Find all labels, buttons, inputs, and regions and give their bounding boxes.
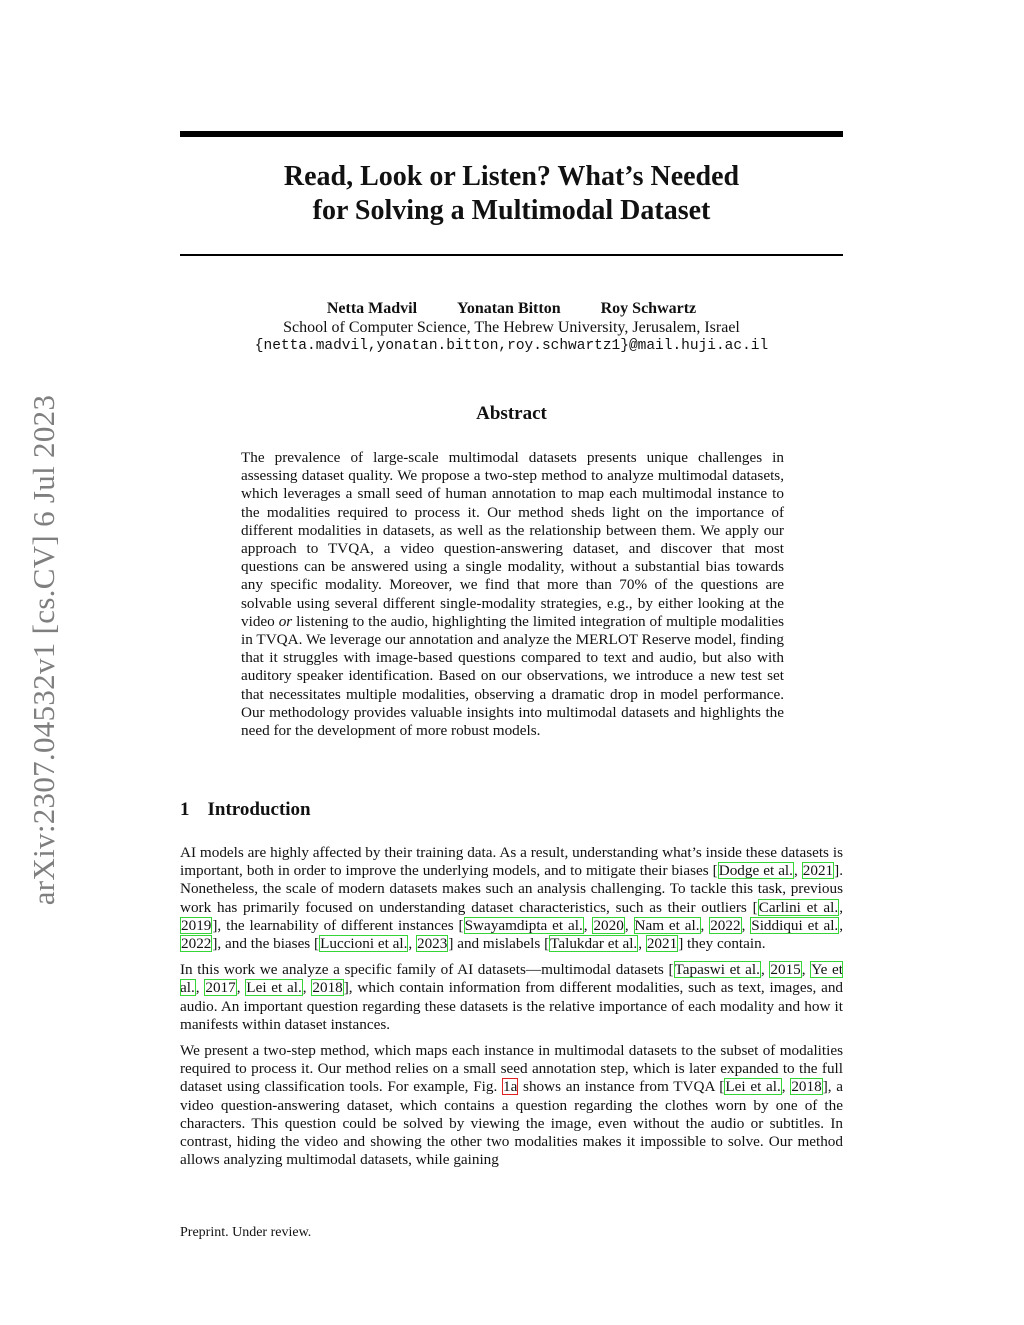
paragraph-text: We present a two-step method, which maps each instance in multimodal datasets to the subset of modalities required to process it. Our method relies on a small seed annotation step, which is later expanded to the full dataset using classification tools. For example, Fig. xyxy=(180,1042,843,1096)
citation-link[interactable]: Lei et al. xyxy=(246,979,302,997)
citation-year-link[interactable]: 2021 xyxy=(646,935,678,953)
citation-link[interactable]: Luccioni et al. xyxy=(320,935,408,953)
citation-link[interactable]: Nam et al. xyxy=(634,916,700,934)
paragraph-text: ] and mislabels [ xyxy=(448,935,550,953)
introduction-body xyxy=(180,844,843,1177)
abstract-text xyxy=(241,449,784,740)
paragraph-text: In this work we analyze a specific family of AI datasets—multimodal datasets [ xyxy=(180,961,674,979)
abstract-text-part: listening to the audio, highlighting the limited integration of multiple modalities in TVQA. We leverage our annotation and analyze the MERLOT Reserve model, finding that it struggles with image-based questions compared to text and audio, but also with auditory speaker identification. Based on our observations, we introduce a new test set that necessitates multiple modalities, observing a dramatic drop in model performance. Our methodology provides valuable insights into multimodal datasets and highlights the need for the development of more robust models. xyxy=(241,612,784,740)
citation-link[interactable]: Ye et al. xyxy=(180,961,844,997)
citation-link[interactable]: Tapaswi et al. xyxy=(674,961,760,979)
author-name: Yonatan Bitton xyxy=(457,300,561,317)
citation-year-link[interactable]: 2020 xyxy=(593,916,624,934)
citation-year-link[interactable]: 2015 xyxy=(770,961,801,979)
abstract-text-part: The prevalence of large-scale multimodal datasets presents unique challenges in assessing dataset quality. We propose a two-step method to analyze multimodal datasets, which leverages a small seed of human annotation to map each multimodal instance to the modalities required to process it. Our method sheds light on the importance of different modalities in datasets, as well as the relationship between them. We apply our approach to TVQA, a video question-answering dataset, and discover that most questions can be answered using a single modality, without a substantial bias towards any specific modality. Moreover, we find that more than 70% of the questions are solvable using several different single-modality strategies, e.g., by either looking at the video xyxy=(241,449,784,630)
author-name: Netta Madvil xyxy=(326,300,418,317)
paragraph-text: ]. Nonetheless, the scale of modern datasets makes such an analysis challenging. To tackle this task, previous work has primarily focused on understanding dataset characteristics, such as their outliers [ xyxy=(180,862,843,916)
title-line-2: for Solving a Multimodal Dataset xyxy=(312,195,711,226)
section-heading-introduction xyxy=(180,799,311,821)
abstract-heading: Abstract xyxy=(476,403,547,424)
section-title: Introduction xyxy=(207,799,311,820)
citation-year-link[interactable]: 2017 xyxy=(205,979,236,997)
citation-year-link[interactable]: 2018 xyxy=(791,1078,822,1096)
citation-link[interactable]: Swayamdipta et al. xyxy=(464,916,583,934)
paragraph-text: shows an instance from TVQA [ xyxy=(518,1078,725,1096)
paragraph-text: ], the learnability of different instances [ xyxy=(212,916,464,934)
footer-note: Preprint. Under review. xyxy=(180,1225,312,1240)
paragraph-text: ], and the biases [ xyxy=(212,935,320,953)
citation-link[interactable]: Siddiqui et al. xyxy=(751,916,839,934)
paragraph-text: ], which contain information from different modalities, such as text, images, and audio. An important question regarding these datasets is the relative importance of each modality and how it manifests within dataset instances. xyxy=(180,979,844,1033)
arxiv-identifier: arXiv:2307.04532v1 [cs.CV] 6 Jul 2023 xyxy=(26,394,61,906)
citation-year-link[interactable]: 2019 xyxy=(181,916,212,934)
citation-link[interactable]: Dodge et al. xyxy=(718,862,793,880)
figure-reference-link[interactable]: 1a xyxy=(502,1078,518,1096)
citation-year-link[interactable]: 2018 xyxy=(312,979,343,997)
citation-year-link[interactable]: 2022 xyxy=(710,916,741,934)
paragraph-3: We present a two-step method, which maps each instance in multimodal datasets to the subset of modalities required to process it. Our method relies on a small seed annotation step, which is later expanded to the full dataset using classification tools. For example, Fig. 1a shows an instance from TVQA [Lei et al., 2018], a video question-answering dataset, which contains a question regarding the clothes worn by one of the characters. This question could be solved by viewing the image, even without the audio or subtitles. In contrast, hiding the video and showing the other two modalities makes it impossible to solve. Our method allows analyzing multimodal datasets, while gaining xyxy=(180,1042,844,1169)
arxiv-sidebar xyxy=(20,370,68,930)
citation-link[interactable]: Talukdar et al. xyxy=(550,935,638,953)
title-top-rule xyxy=(180,131,843,137)
citation-year-link[interactable]: 2021 xyxy=(802,862,834,880)
paper-title xyxy=(180,160,843,228)
author-email: {netta.madvil,yonatan.bitton,roy.schwartz1}@mail.huji.ac.il xyxy=(254,338,769,354)
author-block xyxy=(180,299,843,356)
section-number: 1 xyxy=(180,799,190,820)
paragraph-1: AI models are highly affected by their training data. As a result, understanding what’s inside these datasets is important, both in order to improve the underlying models, and to mitigate their biases [Dodge et al., 2021]. Nonetheless, the scale of modern datasets makes such an analysis challenging. To tackle this task, previous work has primarily focused on understanding dataset characteristics, such as their outliers [Carlini et al., 2019], the learnability of different instances [Swayamdipta et al., 2020, Nam et al., 2022, Siddiqui et al., 2022], and the biases [Luccioni et al., 2023] and mislabels [Talukdar et al., 2021] they contain. xyxy=(180,844,844,953)
abstract-emphasis: or xyxy=(278,612,293,630)
citation-year-link[interactable]: 2022 xyxy=(181,935,212,953)
citation-year-link[interactable]: 2023 xyxy=(416,935,448,953)
author-name: Roy Schwartz xyxy=(600,300,697,317)
author-affiliation: School of Computer Science, The Hebrew University, Jerusalem, Israel xyxy=(283,319,740,336)
title-line-1: Read, Look or Listen? What’s Needed xyxy=(283,161,740,192)
paragraph-text: ] they contain. xyxy=(678,935,766,953)
title-bottom-rule xyxy=(180,254,843,256)
paragraph-2: In this work we analyze a specific family of AI datasets—multimodal datasets [Tapaswi et al., 2015, Ye et al., 2017, Lei et al., 2018], which contain information from different modalities, such as text, images, and audio. An important question regarding these datasets is the relative importance of each modality and how it manifests within dataset instances. xyxy=(180,961,844,1033)
citation-link[interactable]: Lei et al. xyxy=(725,1078,781,1096)
paragraph-text: AI models are highly affected by their training data. As a result, understanding what’s inside these datasets is important, both in order to improve the underlying models, and to mitigate their biases [ xyxy=(180,844,843,880)
citation-link[interactable]: Carlini et al. xyxy=(758,898,839,916)
author-names xyxy=(180,299,843,318)
paragraph-text: ], a video question-answering dataset, which contains a question regarding the clothes worn by one of the characters. This question could be solved by viewing the image, even without the audio or subtitles. In contrast, hiding the video and showing the other two modalities makes it impossible to solve. Our method allows analyzing multimodal datasets, while gaining xyxy=(180,1078,844,1169)
